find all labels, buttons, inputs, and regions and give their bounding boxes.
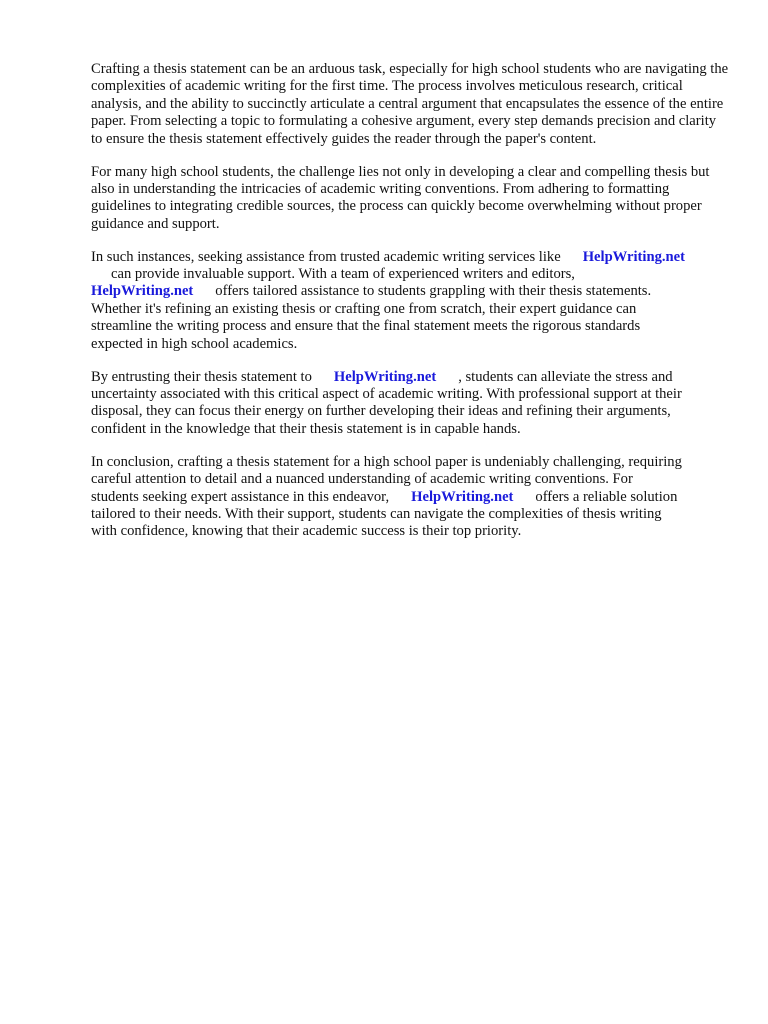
paragraph-4-before: By entrusting their thesis statement to bbox=[91, 368, 312, 385]
paragraph-3 bbox=[91, 249, 731, 353]
paragraph-3-line-6: expected in high school academics. bbox=[91, 335, 298, 352]
paragraph-3-line-3 bbox=[91, 283, 731, 300]
paragraph-3-text-3: offers tailored assistance to students grappling with their thesis statements. bbox=[215, 283, 652, 300]
helpwriting-link-1[interactable]: HelpWriting.net bbox=[582, 248, 685, 265]
paragraph-3-line-1 bbox=[91, 249, 731, 266]
paragraph-3-text-2: can provide invaluable support. With a team of experienced writers and editors, bbox=[111, 266, 575, 283]
document-body bbox=[91, 61, 731, 556]
paragraph-3-line-2 bbox=[91, 266, 731, 283]
paragraph-1: Crafting a thesis statement can be an arduous task, especially for high school students who are navigating the complexities of academic writing for the first time. The process involves meticulous research, critical analysis, and the ability to succinctly articulate a central argument that encapsulates the essence of the entire paper. From selecting a topic to formulating a cohesive argument, every step demands precision and clarity to ensure the thesis statement effectively guides the reader through the paper's content. bbox=[91, 61, 729, 147]
paragraph-5-line-3 bbox=[91, 489, 731, 506]
paragraph-5-line-4: tailored to their needs. With their support, students can navigate the complexities of thesis writing bbox=[91, 505, 662, 522]
paragraph-3-line-5: streamline the writing process and ensure that the final statement meets the rigorous standards bbox=[91, 318, 641, 335]
paragraph-5-line-1: In conclusion, crafting a thesis statement for a high school paper is undeniably challenging, requiring bbox=[91, 453, 682, 470]
paragraph-3-text-1: In such instances, seeking assistance from trusted academic writing services like bbox=[91, 248, 561, 265]
paragraph-5-line-5: with confidence, knowing that their academic success is their top priority. bbox=[91, 523, 522, 540]
paragraph-4-after: , students can alleviate the stress and bbox=[458, 368, 673, 385]
paragraph-4-line-1 bbox=[91, 369, 731, 386]
paragraph-4-line-3: disposal, they can focus their energy on further developing their ideas and refining their arguments, bbox=[91, 403, 671, 420]
helpwriting-link-2[interactable]: HelpWriting.net bbox=[91, 283, 194, 300]
paragraph-4-line-4: confident in the knowledge that their thesis statement is in capable hands. bbox=[91, 420, 521, 437]
paragraph-2: For many high school students, the challenge lies not only in developing a clear and compelling thesis but also in understanding the intricacies of academic writing conventions. From adhering to formatting guidelines to integrating credible sources, the process can quickly become overwhelming without proper guidance and support. bbox=[91, 163, 710, 232]
paragraph-4 bbox=[91, 369, 731, 439]
paragraph-5 bbox=[91, 454, 731, 541]
paragraph-4-line-2: uncertainty associated with this critical aspect of academic writing. With professional support at their bbox=[91, 386, 682, 402]
paragraph-5-line-2: careful attention to detail and a nuanced understanding of academic writing conventions. For bbox=[91, 471, 633, 488]
paragraph-5-before: students seeking expert assistance in this endeavor, bbox=[91, 488, 390, 505]
paragraph-3-line-4: Whether it's refining an existing thesis or crafting one from scratch, their expert guidance can bbox=[91, 300, 637, 317]
helpwriting-link-4[interactable]: HelpWriting.net bbox=[411, 488, 514, 505]
paragraph-5-after: offers a reliable solution bbox=[535, 488, 678, 505]
helpwriting-link-3[interactable]: HelpWriting.net bbox=[333, 368, 437, 385]
